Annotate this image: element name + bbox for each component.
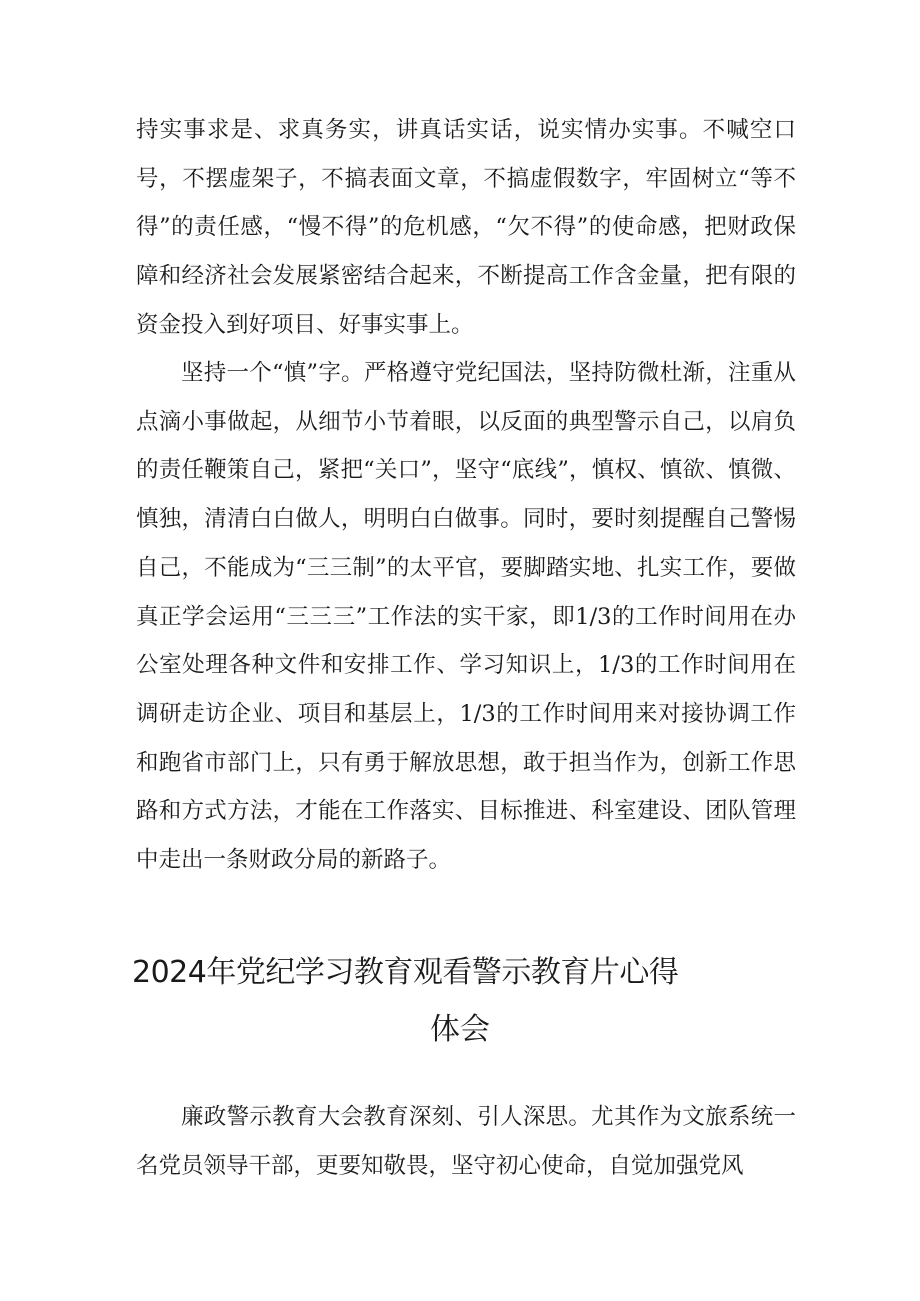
- paragraph-continuation: 持实事求是、求真务实，讲真话实话，说实情办实事。不喊空口号，不摆虚架子，不搞表面文章，不搞虚假数字，牢固树立“等不得”的责任感，“慢不得”的危机感，“欠不得”的使命感，把财政保障和经济社会发展紧密结合起来，不断提高工作含金量，把有限的资金投入到好项目、好事实事上。: [136, 117, 796, 338]
- heading-line-2: 体会: [430, 1012, 490, 1047]
- paragraph-lianzheng: 廉政警示教育大会教育深刻、引人深思。尤其作为文旅系统一名党员领导干部，更要知敬畏，坚守初心使命，自觉加强党风: [136, 1104, 796, 1179]
- paragraph-shen: 坚持一个“慎”字。严格遵守党纪国法，坚持防微杜渐，注重从点滴小事做起，从细节小节着眼，以反面的典型警示自己，以肩负的责任鞭策自己，紧把“关口”，坚守“底线”，慎权、慎欲、慎微、慎独，清清白白做人，明明白白做事。同时，要时刻提醒自己警惕自己，不能成为“三三制”的太平官，要脚踏实地、扎实工作，要做真正学会运用“三三三”工作法的实干家，即1/3的工作时间用在办公室处理各种文件和安排工作、学习知识上，1/3的工作时间用在调研走访企业、项目和基层上，1/3的工作时间用来对接协调工作和跑省市部门上，只有勇于解放思想，敢于担当作为，创新工作思路和方式方法，才能在工作落实、目标推进、科室建设、团队管理中走出一条财政分局的新路子。: [136, 360, 796, 874]
- section-heading: [110, 944, 810, 1058]
- heading-line-1: 2024年党纪学习教育观看警示教育片心得: [132, 955, 679, 990]
